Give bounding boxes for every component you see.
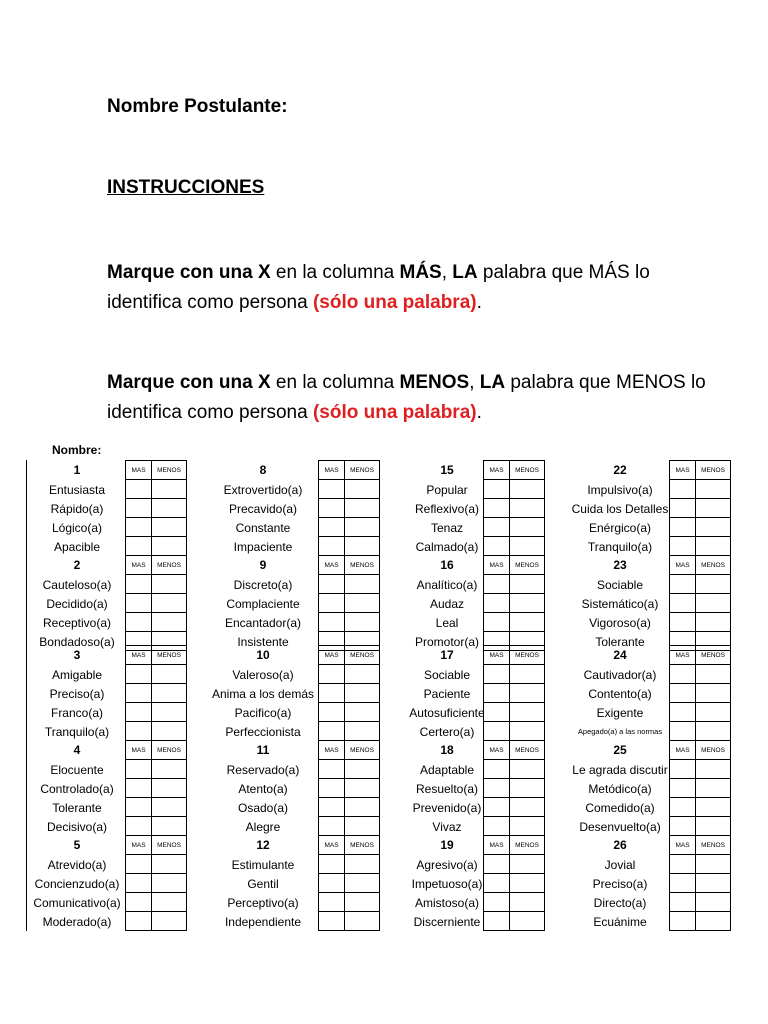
menos-column-header: MENOS xyxy=(509,460,545,480)
menos-checkbox[interactable] xyxy=(509,911,545,931)
mas-checkbox[interactable] xyxy=(483,593,510,613)
menos-checkbox[interactable] xyxy=(695,892,731,912)
word-label: Tolerante xyxy=(52,801,102,815)
word-label: Desenvuelto(a) xyxy=(579,820,661,834)
word-label: Popular xyxy=(426,483,468,497)
word-label: Sistemático(a) xyxy=(581,597,659,611)
block-number: 5 xyxy=(73,838,81,852)
word-label: Constante xyxy=(235,521,291,535)
mas-checkbox[interactable] xyxy=(125,664,152,684)
mas-checkbox[interactable] xyxy=(669,778,696,798)
menos-column-header: MENOS xyxy=(695,835,731,855)
menos-checkbox[interactable] xyxy=(509,574,545,594)
mas-checkbox[interactable] xyxy=(483,911,510,931)
word-label: Autosuficiente xyxy=(409,706,485,720)
word-label: Reservado(a) xyxy=(226,763,300,777)
mas-checkbox[interactable] xyxy=(669,816,696,836)
word-label: Receptivo(a) xyxy=(42,616,112,630)
mas-checkbox[interactable] xyxy=(483,721,510,741)
block-number: 19 xyxy=(440,838,454,852)
mas-checkbox[interactable] xyxy=(125,517,152,537)
menos-column-header: MENOS xyxy=(509,555,545,575)
menos-checkbox[interactable] xyxy=(695,593,731,613)
mas-checkbox[interactable] xyxy=(669,517,696,537)
mas-checkbox[interactable] xyxy=(125,816,152,836)
instruction-mas: Marque con una X en la columna MÁS, LA palabra que MÁS lo identifica como persona (sólo una palabra). xyxy=(107,262,650,313)
menos-checkbox[interactable] xyxy=(695,479,731,499)
mas-column-header: MAS xyxy=(318,740,345,760)
menos-checkbox[interactable] xyxy=(151,683,187,703)
word-label: Sociable xyxy=(596,578,644,592)
word-label: Amigable xyxy=(51,668,103,682)
word-label: Apacible xyxy=(53,540,101,554)
menos-checkbox[interactable] xyxy=(344,664,380,684)
block-number: 18 xyxy=(440,743,454,757)
word-label: Independiente xyxy=(224,915,302,929)
menos-checkbox[interactable] xyxy=(509,593,545,613)
mas-checkbox[interactable] xyxy=(669,612,696,632)
block-number: 17 xyxy=(440,648,454,662)
mas-checkbox[interactable] xyxy=(318,574,345,594)
word-label: Leal xyxy=(435,616,459,630)
mas-checkbox[interactable] xyxy=(483,664,510,684)
menos-column-header: MENOS xyxy=(344,835,380,855)
word-label: Tranquilo(a) xyxy=(587,540,653,554)
menos-checkbox[interactable] xyxy=(344,797,380,817)
menos-checkbox[interactable] xyxy=(344,536,380,556)
mas-checkbox[interactable] xyxy=(318,854,345,874)
mas-checkbox[interactable] xyxy=(125,574,152,594)
menos-checkbox[interactable] xyxy=(151,612,187,632)
word-label: Vigoroso(a) xyxy=(589,616,651,630)
word-label: Insistente xyxy=(237,635,289,649)
word-label: Precavido(a) xyxy=(228,502,298,516)
menos-column-header: MENOS xyxy=(695,555,731,575)
menos-checkbox[interactable] xyxy=(509,721,545,741)
menos-checkbox[interactable] xyxy=(509,612,545,632)
mas-checkbox[interactable] xyxy=(125,536,152,556)
mas-column-header: MAS xyxy=(318,645,345,665)
menos-checkbox[interactable] xyxy=(344,873,380,893)
word-label: Perceptivo(a) xyxy=(227,896,299,910)
word-label: Encantador(a) xyxy=(224,616,302,630)
menos-checkbox[interactable] xyxy=(151,911,187,931)
mas-checkbox[interactable] xyxy=(318,664,345,684)
word-label: Preciso(a) xyxy=(592,877,648,891)
mas-checkbox[interactable] xyxy=(318,778,345,798)
mas-checkbox[interactable] xyxy=(669,702,696,722)
word-label: Lógico(a) xyxy=(51,521,103,535)
menos-checkbox[interactable] xyxy=(509,778,545,798)
mas-checkbox[interactable] xyxy=(318,536,345,556)
block-number: 26 xyxy=(613,838,627,852)
word-label: Perfeccionista xyxy=(225,725,301,739)
block-number: 11 xyxy=(256,743,270,757)
mas-column-header: MAS xyxy=(318,555,345,575)
menos-checkbox[interactable] xyxy=(509,536,545,556)
mas-checkbox[interactable] xyxy=(125,683,152,703)
block-number: 23 xyxy=(613,558,627,572)
word-label: Cuida los Detalles xyxy=(571,502,669,516)
instructions-heading: INSTRUCCIONES xyxy=(107,177,265,198)
menos-checkbox[interactable] xyxy=(151,892,187,912)
menos-column-header: MENOS xyxy=(695,645,731,665)
menos-checkbox[interactable] xyxy=(695,498,731,518)
block-number: 2 xyxy=(73,558,81,572)
menos-checkbox[interactable] xyxy=(151,873,187,893)
word-label: Certero(a) xyxy=(419,725,475,739)
mas-checkbox[interactable] xyxy=(125,759,152,779)
menos-column-header: MENOS xyxy=(151,740,187,760)
mas-column-header: MAS xyxy=(669,740,696,760)
mas-checkbox[interactable] xyxy=(669,664,696,684)
menos-checkbox[interactable] xyxy=(344,759,380,779)
mas-checkbox[interactable] xyxy=(669,498,696,518)
menos-checkbox[interactable] xyxy=(151,664,187,684)
mas-checkbox[interactable] xyxy=(483,854,510,874)
word-label: Audaz xyxy=(429,597,465,611)
word-label: Adaptable xyxy=(419,763,475,777)
menos-checkbox[interactable] xyxy=(509,854,545,874)
mas-checkbox[interactable] xyxy=(318,797,345,817)
mas-column-header: MAS xyxy=(125,835,152,855)
mas-checkbox[interactable] xyxy=(669,479,696,499)
word-label: Cauteloso(a) xyxy=(42,578,112,592)
mas-checkbox[interactable] xyxy=(318,702,345,722)
menos-checkbox[interactable] xyxy=(695,517,731,537)
mas-column-header: MAS xyxy=(483,835,510,855)
word-label: Impulsivo(a) xyxy=(587,483,653,497)
mas-checkbox[interactable] xyxy=(483,759,510,779)
word-label: Alegre xyxy=(245,820,281,834)
mas-checkbox[interactable] xyxy=(318,683,345,703)
instruction-menos: Marque con una X en la columna MENOS, LA palabra que MENOS lo identifica como persona (sólo una palabra). xyxy=(107,372,706,423)
word-label: Tenaz xyxy=(430,521,464,535)
mas-checkbox[interactable] xyxy=(125,854,152,874)
word-label: Entusiasta xyxy=(48,483,106,497)
menos-checkbox[interactable] xyxy=(695,816,731,836)
mas-column-header: MAS xyxy=(669,645,696,665)
word-label: Apegado(a) a las normas xyxy=(577,727,663,736)
menos-checkbox[interactable] xyxy=(695,911,731,931)
menos-column-header: MENOS xyxy=(344,555,380,575)
word-label: Atento(a) xyxy=(238,782,288,796)
mas-column-header: MAS xyxy=(483,645,510,665)
mas-checkbox[interactable] xyxy=(483,873,510,893)
mas-column-header: MAS xyxy=(318,835,345,855)
word-label: Promotor(a) xyxy=(414,635,479,649)
menos-checkbox[interactable] xyxy=(344,612,380,632)
word-label: Resuelto(a) xyxy=(415,782,479,796)
menos-checkbox[interactable] xyxy=(509,873,545,893)
menos-checkbox[interactable] xyxy=(509,683,545,703)
menos-checkbox[interactable] xyxy=(151,778,187,798)
word-label: Amistoso(a) xyxy=(414,896,479,910)
menos-checkbox[interactable] xyxy=(151,593,187,613)
word-label: Agresivo(a) xyxy=(416,858,478,872)
mas-checkbox[interactable] xyxy=(483,892,510,912)
mas-checkbox[interactable] xyxy=(318,816,345,836)
block-number: 9 xyxy=(259,558,267,572)
block-number: 22 xyxy=(613,463,627,477)
menos-checkbox[interactable] xyxy=(344,721,380,741)
block-number: 3 xyxy=(73,648,81,662)
word-label: Gentil xyxy=(247,877,279,891)
word-label: Analítico(a) xyxy=(416,578,478,592)
menos-column-header: MENOS xyxy=(695,460,731,480)
mas-checkbox[interactable] xyxy=(669,593,696,613)
mas-checkbox[interactable] xyxy=(125,892,152,912)
mas-column-header: MAS xyxy=(483,460,510,480)
mas-checkbox[interactable] xyxy=(483,683,510,703)
mas-column-header: MAS xyxy=(669,555,696,575)
menos-checkbox[interactable] xyxy=(151,574,187,594)
menos-column-header: MENOS xyxy=(509,740,545,760)
mas-checkbox[interactable] xyxy=(318,593,345,613)
menos-checkbox[interactable] xyxy=(509,479,545,499)
mas-checkbox[interactable] xyxy=(483,517,510,537)
menos-checkbox[interactable] xyxy=(151,797,187,817)
mas-checkbox[interactable] xyxy=(125,778,152,798)
mas-checkbox[interactable] xyxy=(669,854,696,874)
mas-checkbox[interactable] xyxy=(318,873,345,893)
word-label: Metódico(a) xyxy=(588,782,652,796)
menos-checkbox[interactable] xyxy=(695,797,731,817)
block-number: 24 xyxy=(613,648,627,662)
menos-checkbox[interactable] xyxy=(151,702,187,722)
word-label: Decidido(a) xyxy=(46,597,108,611)
block-number: 15 xyxy=(440,463,454,477)
mas-checkbox[interactable] xyxy=(125,479,152,499)
menos-checkbox[interactable] xyxy=(695,778,731,798)
block-number: 1 xyxy=(73,463,81,477)
mas-checkbox[interactable] xyxy=(483,816,510,836)
mas-column-header: MAS xyxy=(125,645,152,665)
menos-checkbox[interactable] xyxy=(151,721,187,741)
menos-checkbox[interactable] xyxy=(695,873,731,893)
block-number: 8 xyxy=(259,463,267,477)
menos-checkbox[interactable] xyxy=(695,574,731,594)
mas-checkbox[interactable] xyxy=(483,797,510,817)
block-number: 12 xyxy=(256,838,270,852)
word-label: Ecuánime xyxy=(593,915,647,929)
word-label: Complaciente xyxy=(226,597,300,611)
menos-checkbox[interactable] xyxy=(151,517,187,537)
mas-checkbox[interactable] xyxy=(125,612,152,632)
mas-checkbox[interactable] xyxy=(669,759,696,779)
mas-checkbox[interactable] xyxy=(318,759,345,779)
menos-checkbox[interactable] xyxy=(151,854,187,874)
word-label: Reflexivo(a) xyxy=(414,502,480,516)
menos-checkbox[interactable] xyxy=(509,517,545,537)
mas-checkbox[interactable] xyxy=(125,797,152,817)
word-label: Impaciente xyxy=(233,540,293,554)
word-label: Tranquilo(a) xyxy=(44,725,110,739)
mas-column-header: MAS xyxy=(125,740,152,760)
menos-checkbox[interactable] xyxy=(509,797,545,817)
menos-checkbox[interactable] xyxy=(695,683,731,703)
menos-checkbox[interactable] xyxy=(151,816,187,836)
menos-checkbox[interactable] xyxy=(695,702,731,722)
menos-checkbox[interactable] xyxy=(344,683,380,703)
word-label: Vivaz xyxy=(432,820,462,834)
word-label: Le agrada discutir xyxy=(572,763,668,777)
mas-checkbox[interactable] xyxy=(669,911,696,931)
menos-checkbox[interactable] xyxy=(344,854,380,874)
word-label: Discreto(a) xyxy=(233,578,293,592)
menos-column-header: MENOS xyxy=(509,645,545,665)
word-label: Preciso(a) xyxy=(49,687,105,701)
menos-column-header: MENOS xyxy=(695,740,731,760)
word-label: Discerniente xyxy=(413,915,481,929)
menos-checkbox[interactable] xyxy=(344,702,380,722)
mas-checkbox[interactable] xyxy=(318,721,345,741)
menos-checkbox[interactable] xyxy=(695,612,731,632)
mas-checkbox[interactable] xyxy=(125,911,152,931)
block-number: 4 xyxy=(73,743,81,757)
menos-checkbox[interactable] xyxy=(151,498,187,518)
menos-checkbox[interactable] xyxy=(151,536,187,556)
mas-checkbox[interactable] xyxy=(125,873,152,893)
menos-checkbox[interactable] xyxy=(344,479,380,499)
menos-column-header: MENOS xyxy=(151,460,187,480)
menos-column-header: MENOS xyxy=(151,555,187,575)
word-label: Bondadoso(a) xyxy=(39,635,115,649)
word-label: Directo(a) xyxy=(593,896,647,910)
menos-checkbox[interactable] xyxy=(509,759,545,779)
word-label: Jovial xyxy=(604,858,636,872)
menos-checkbox[interactable] xyxy=(695,536,731,556)
menos-column-header: MENOS xyxy=(509,835,545,855)
mas-checkbox[interactable] xyxy=(483,612,510,632)
word-label: Decisivo(a) xyxy=(46,820,107,834)
menos-checkbox[interactable] xyxy=(695,759,731,779)
word-label: Estimulante xyxy=(231,858,295,872)
word-label: Elocuente xyxy=(50,763,104,777)
mas-checkbox[interactable] xyxy=(125,498,152,518)
word-label: Contento(a) xyxy=(588,687,652,701)
mas-checkbox[interactable] xyxy=(125,702,152,722)
menos-checkbox[interactable] xyxy=(509,816,545,836)
word-label: Sociable xyxy=(423,668,471,682)
mas-column-header: MAS xyxy=(125,555,152,575)
menos-checkbox[interactable] xyxy=(344,498,380,518)
word-label: Valeroso(a) xyxy=(232,668,294,682)
menos-checkbox[interactable] xyxy=(509,702,545,722)
word-label: Rápido(a) xyxy=(50,502,104,516)
mas-checkbox[interactable] xyxy=(669,574,696,594)
mas-column-header: MAS xyxy=(483,740,510,760)
mas-checkbox[interactable] xyxy=(125,593,152,613)
mas-checkbox[interactable] xyxy=(125,721,152,741)
mas-checkbox[interactable] xyxy=(669,797,696,817)
mas-column-header: MAS xyxy=(669,835,696,855)
mas-column-header: MAS xyxy=(318,460,345,480)
word-label: Atrevido(a) xyxy=(47,858,107,872)
word-label: Impetuoso(a) xyxy=(411,877,483,891)
word-label: Tolerante xyxy=(595,635,645,649)
mas-checkbox[interactable] xyxy=(669,683,696,703)
menos-checkbox[interactable] xyxy=(344,911,380,931)
word-label: Controlado(a) xyxy=(40,782,114,796)
mas-checkbox[interactable] xyxy=(318,892,345,912)
mas-checkbox[interactable] xyxy=(669,873,696,893)
menos-column-header: MENOS xyxy=(344,740,380,760)
word-label: Prevenido(a) xyxy=(412,801,482,815)
menos-checkbox[interactable] xyxy=(344,778,380,798)
answer-grid xyxy=(27,460,747,932)
mas-checkbox[interactable] xyxy=(318,517,345,537)
mas-checkbox[interactable] xyxy=(318,479,345,499)
mas-checkbox[interactable] xyxy=(483,479,510,499)
menos-checkbox[interactable] xyxy=(695,854,731,874)
word-label: Concienzudo(a) xyxy=(34,877,120,891)
mas-checkbox[interactable] xyxy=(669,892,696,912)
word-label: Cautivador(a) xyxy=(583,668,657,682)
mas-checkbox[interactable] xyxy=(483,536,510,556)
menos-column-header: MENOS xyxy=(151,835,187,855)
word-label: Pacifico(a) xyxy=(234,706,292,720)
mas-column-header: MAS xyxy=(483,555,510,575)
word-label: Paciente xyxy=(423,687,471,701)
menos-checkbox[interactable] xyxy=(344,574,380,594)
mas-checkbox[interactable] xyxy=(669,721,696,741)
mas-checkbox[interactable] xyxy=(483,574,510,594)
mas-column-header: MAS xyxy=(669,460,696,480)
word-label: Enérgico(a) xyxy=(588,521,652,535)
word-label: Osado(a) xyxy=(237,801,289,815)
word-label: Franco(a) xyxy=(50,706,103,720)
menos-checkbox[interactable] xyxy=(344,517,380,537)
word-label: Comunicativo(a) xyxy=(33,896,121,910)
menos-checkbox[interactable] xyxy=(151,759,187,779)
menos-checkbox[interactable] xyxy=(695,721,731,741)
word-label: Exigente xyxy=(596,706,644,720)
mas-checkbox[interactable] xyxy=(483,778,510,798)
word-label: Extrovertido(a) xyxy=(223,483,303,497)
menos-checkbox[interactable] xyxy=(344,892,380,912)
form-name-label: Nombre: xyxy=(52,443,102,457)
mas-checkbox[interactable] xyxy=(669,536,696,556)
block-number: 10 xyxy=(256,648,270,662)
menos-checkbox[interactable] xyxy=(344,816,380,836)
word-label: Moderado(a) xyxy=(42,915,112,929)
mas-checkbox[interactable] xyxy=(483,498,510,518)
mas-column-header: MAS xyxy=(125,460,152,480)
mas-checkbox[interactable] xyxy=(318,911,345,931)
menos-column-header: MENOS xyxy=(344,460,380,480)
menos-checkbox[interactable] xyxy=(509,892,545,912)
word-label: Comedido(a) xyxy=(585,801,655,815)
menos-column-header: MENOS xyxy=(344,645,380,665)
menos-checkbox[interactable] xyxy=(695,664,731,684)
mas-checkbox[interactable] xyxy=(483,702,510,722)
block-number: 25 xyxy=(613,743,627,757)
mas-checkbox[interactable] xyxy=(318,612,345,632)
menos-checkbox[interactable] xyxy=(344,593,380,613)
menos-column-header: MENOS xyxy=(151,645,187,665)
menos-checkbox[interactable] xyxy=(509,664,545,684)
page-title: Nombre Postulante: xyxy=(107,96,288,117)
word-label: Calmado(a) xyxy=(415,540,479,554)
word-label: Anima a los demás xyxy=(211,687,315,701)
block-number: 16 xyxy=(440,558,454,572)
menos-checkbox[interactable] xyxy=(509,498,545,518)
menos-checkbox[interactable] xyxy=(151,479,187,499)
mas-checkbox[interactable] xyxy=(318,498,345,518)
